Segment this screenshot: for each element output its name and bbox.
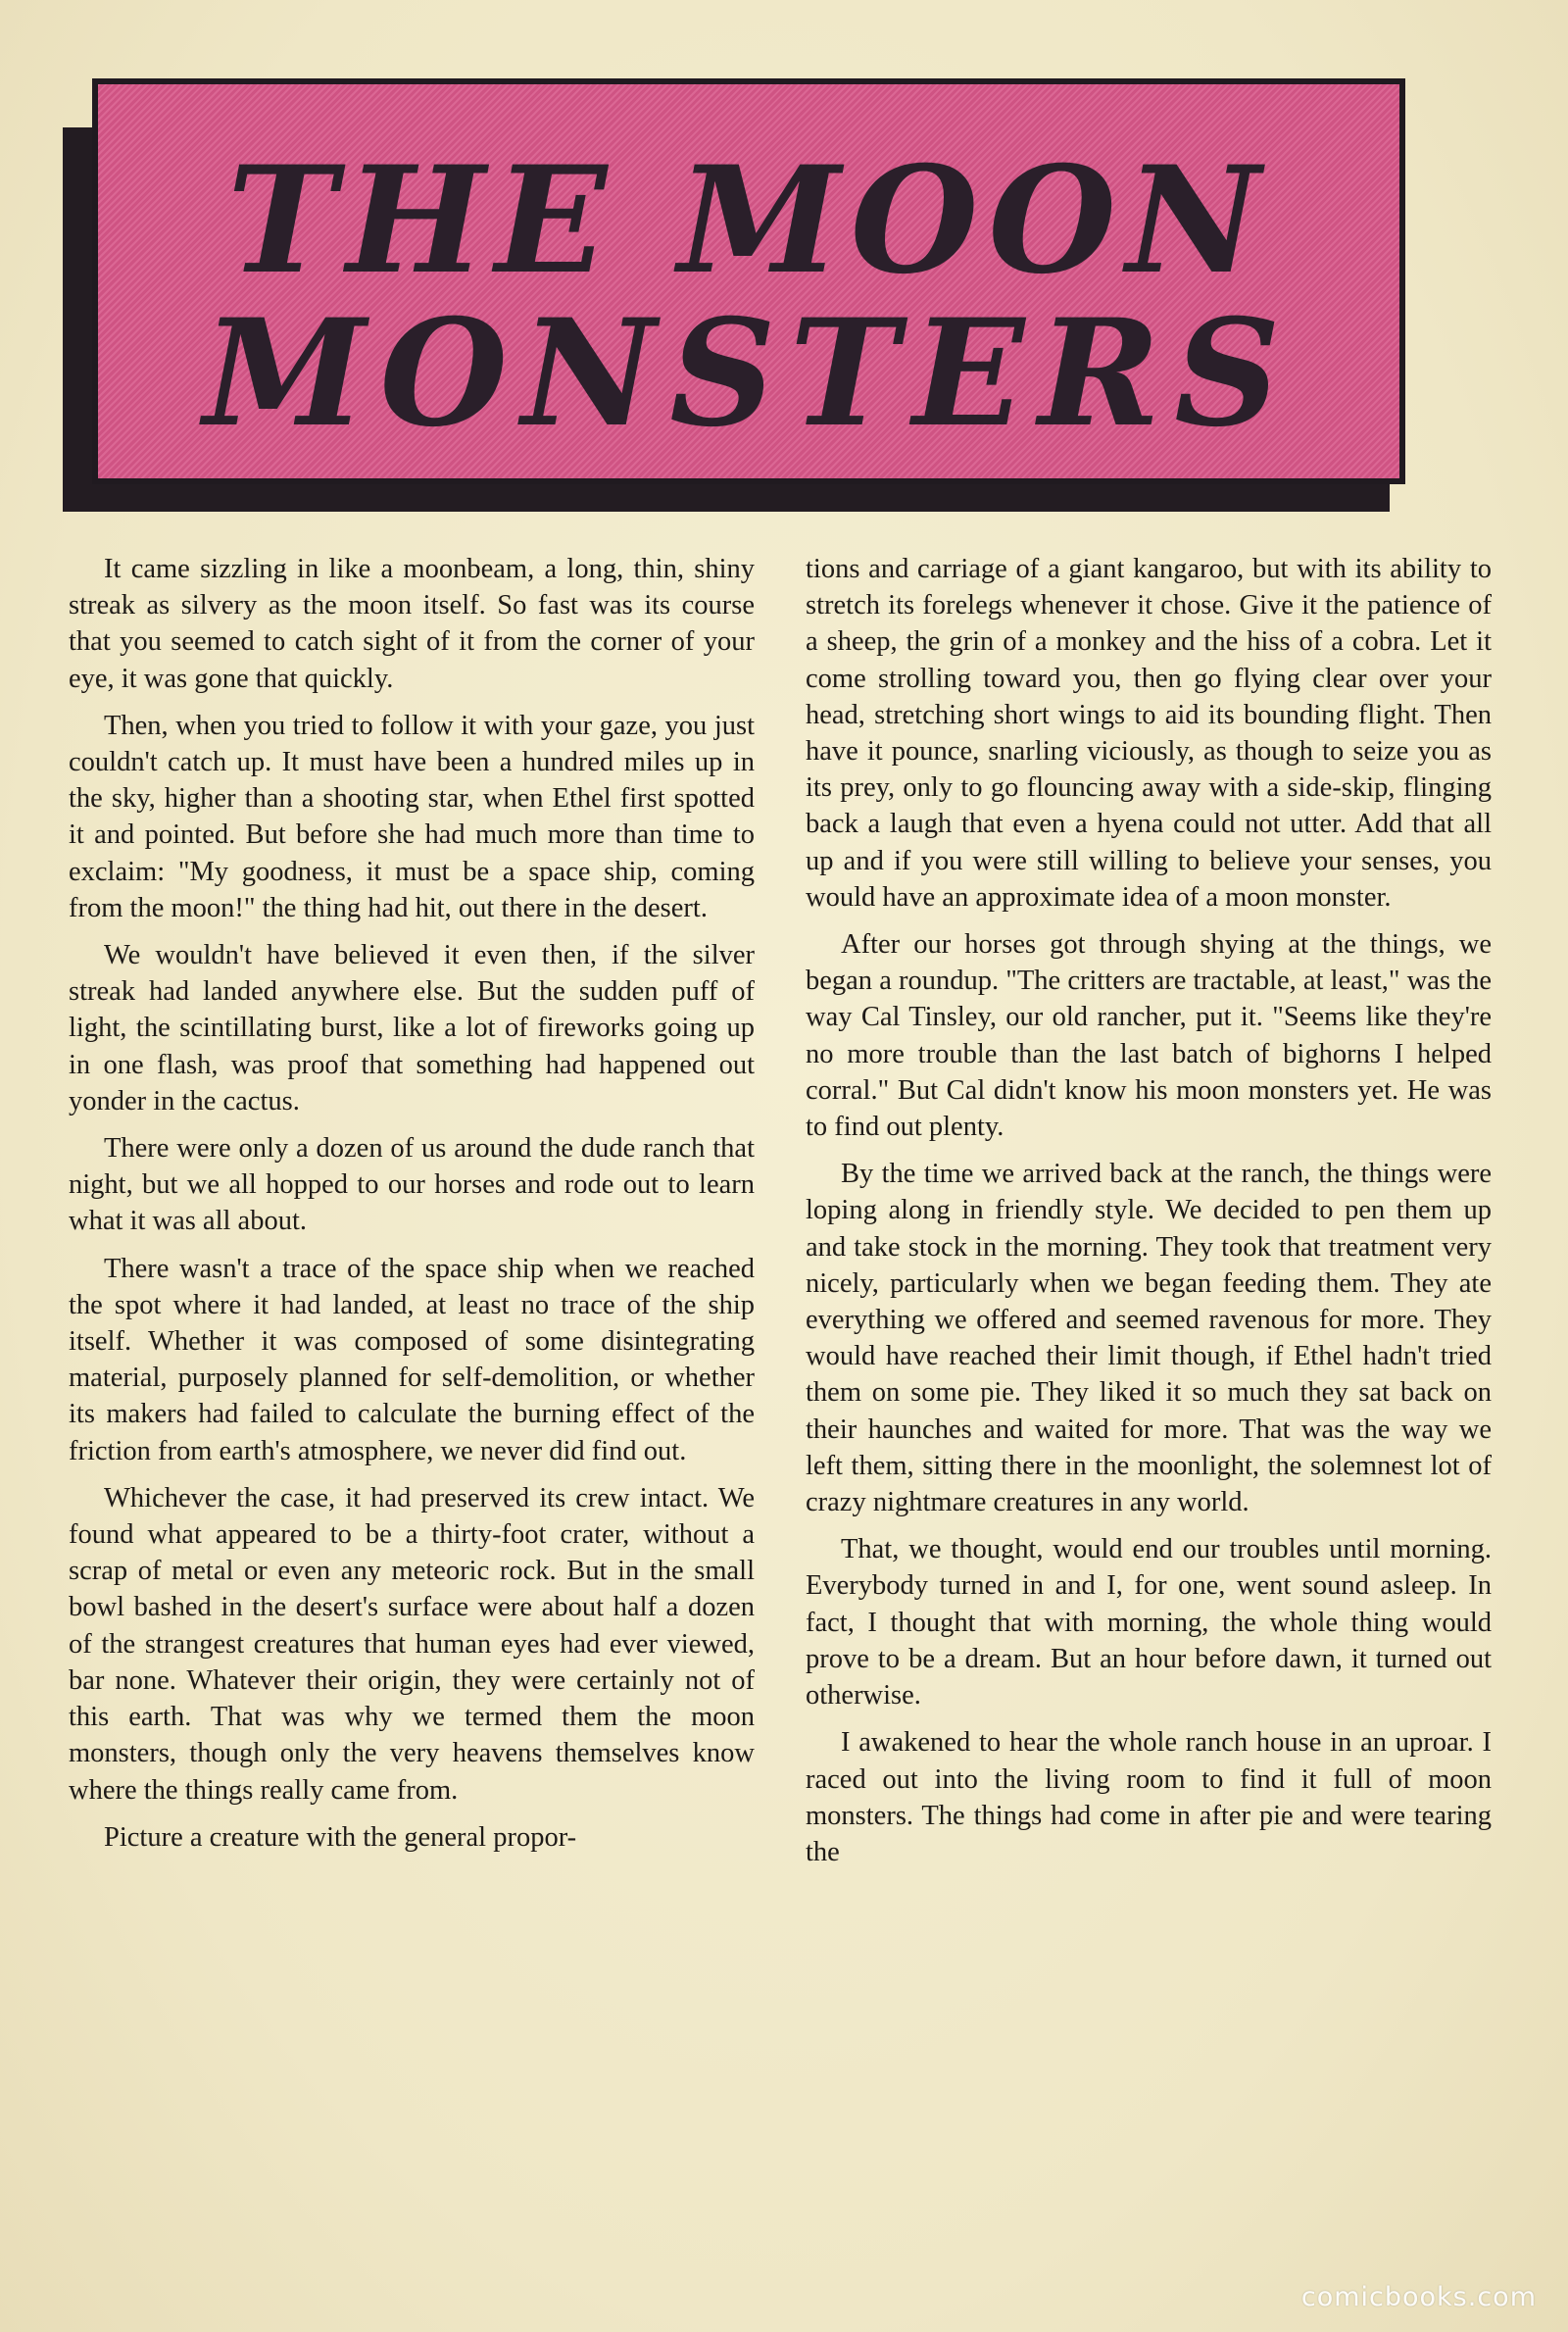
story-column-left xyxy=(69,551,755,1866)
story-paragraph: After our horses got through shying at the things, we began a roundup. "The critters are tractable, at least," was the way Cal Tinsley, our old rancher, put it. "Seems like they're no more trouble than the last batch of bighorns I helped corral." But Cal didn't know his moon monsters yet. He was to find out plenty. xyxy=(806,929,1492,1143)
story-paragraph: I awakened to hear the whole ranch house in an uproar. I raced out into the living room to find it full of moon monsters. The things had come in after pie and were tearing the xyxy=(806,1727,1492,1867)
story-column-right xyxy=(806,551,1492,1881)
title-line-1: THE MOON xyxy=(226,134,1271,307)
story-paragraph: We wouldn't have believed it even then, if the silver streak had landed anywhere else. But the sudden puff of light, the scintillating burst, like a lot of fireworks going up in one flash, was proof that something had happened out yonder in the cactus. xyxy=(69,940,755,1116)
watermark-credit: comicbooks.com xyxy=(1300,2282,1537,2312)
title-panel xyxy=(92,78,1405,484)
story-paragraph: That, we thought, would end our troubles until morning. Everybody turned in and I, for one, went sound asleep. In fact, I thought that with morning, the whole thing would prove to be a dream. But an hour before dawn, it turned out otherwise. xyxy=(806,1534,1492,1712)
story-paragraph: Then, when you tried to follow it with your gaze, you just couldn't catch up. It must have been a hundred miles up in the sky, higher than a shooting star, when Ethel first spotted it and pointed. But before she had much more than time to exclaim: "My goodness, it must be a space ship, coming from the moon!" the thing had hit, out there in the desert. xyxy=(69,710,755,923)
story-paragraph: Whichever the case, it had preserved its crew intact. We found what appeared to be a thirty-foot crater, without a scrap of metal or even any meteoric rock. But in the small bowl bashed in the desert's surface were about half a dozen of the strangest creatures that human eyes had ever viewed, bar none. Whatever their origin, they were certainly not of this earth. That was why we termed them the moon monsters, though only the very heavens themselves know where the things really came from. xyxy=(69,1482,755,1806)
story-paragraph: There were only a dozen of us around the dude ranch that night, but we all hopped to our horses and rode out to learn what it was all about. xyxy=(69,1133,755,1237)
story-paragraph-continued: tions and carriage of a giant kangaroo, but with its ability to stretch its forelegs whenever it chose. Give it the patience of a sheep, the grin of a monkey and the hiss of a cobra. Let it come strolling toward you, then go flying clear over your head, stretching short wings to aid its bounding flight. Then have it pounce, snarling viciously, as though to seize you as its prey, only to go flouncing away with a side-skip, flinging back a laugh that even a hyena could not utter. Add that all up and if you were still willing to believe your senses, you would have an approximate idea of a moon monster. xyxy=(806,554,1492,913)
title-line-2: MONSTERS xyxy=(203,287,1295,460)
story-paragraph: There wasn't a trace of the space ship when we reached the spot where it had landed, at least no trace of the ship itself. Whether it was composed of some disintegrating material, purposely planned for self-demolition, or whether its makers had failed to calculate the burning effect of the friction from earth's atmosphere, we never did find out. xyxy=(69,1253,755,1466)
story-paragraph: Picture a creature with the general propor- xyxy=(104,1821,577,1853)
story-paragraph: By the time we arrived back at the ranch, the things were loping along in friendly style. We decided to pen them up and take stock in the morning. They took that treatment very nicely, particularly when we began feeding them. They ate everything we offered and seemed ravenous for more. They would have reached their limit though, if Ethel hadn't tried them on some pie. They liked it so much they sat back on their haunches and waited for more. That was the way we left them, sitting there in the moonlight, the solemnest lot of crazy nightmare creatures in any world. xyxy=(806,1159,1492,1518)
story-paragraph: It came sizzling in like a moonbeam, a long, thin, shiny streak as silvery as the moon itself. So fast was its course that you seemed to catch sight of it from the corner of your eye, it was gone that quickly. xyxy=(69,554,755,694)
